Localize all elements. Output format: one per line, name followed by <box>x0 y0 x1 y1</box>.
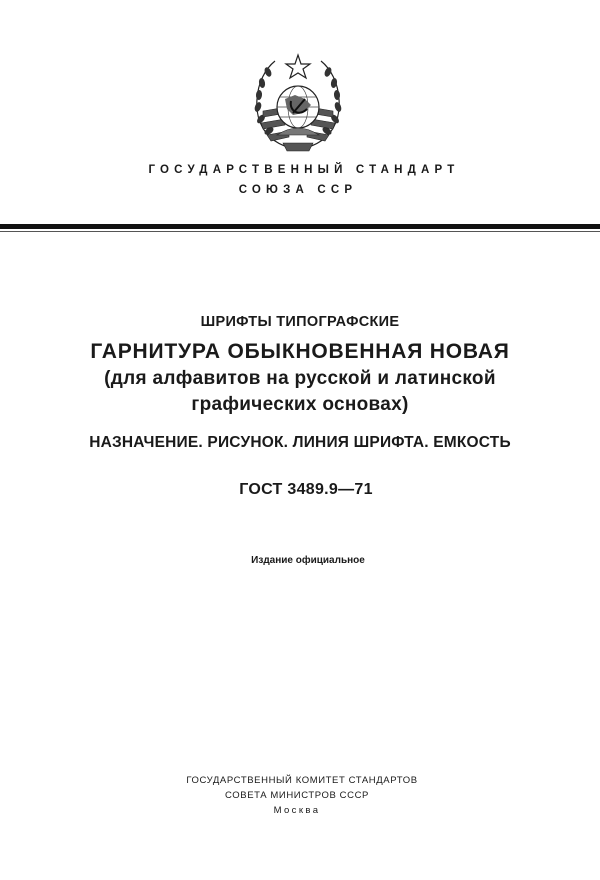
document-purpose: НАЗНАЧЕНИЕ. РИСУНОК. ЛИНИЯ ШРИФТА. ЕМКОСТЬ <box>89 434 511 451</box>
footer-city: Москва <box>273 805 321 816</box>
gost-number: ГОСТ 3489.9—71 <box>239 481 373 498</box>
divider-thin <box>0 231 600 232</box>
divider-thick <box>0 224 600 229</box>
footer-committee: ГОСУДАРСТВЕННЫЙ КОМИТЕТ СТАНДАРТОВ <box>186 775 418 786</box>
document-title-line3: графических основах) <box>191 394 409 415</box>
header-ussr: СОЮЗА ССР <box>238 184 358 196</box>
edition-note: Издание официальное <box>251 555 365 566</box>
header-state-standard: ГОСУДАРСТВЕННЫЙ СТАНДАРТ <box>148 164 460 176</box>
document-subtitle: ШРИФТЫ ТИПОГРАФСКИЕ <box>200 314 400 330</box>
document-title-line2: (для алфавитов на русской и латинской <box>104 368 496 389</box>
footer-council: СОВЕТА МИНИСТРОВ СССР <box>225 790 369 801</box>
document-title: ГАРНИТУРА ОБЫКНОВЕННАЯ НОВАЯ <box>90 340 510 363</box>
ussr-emblem-icon <box>247 49 349 156</box>
